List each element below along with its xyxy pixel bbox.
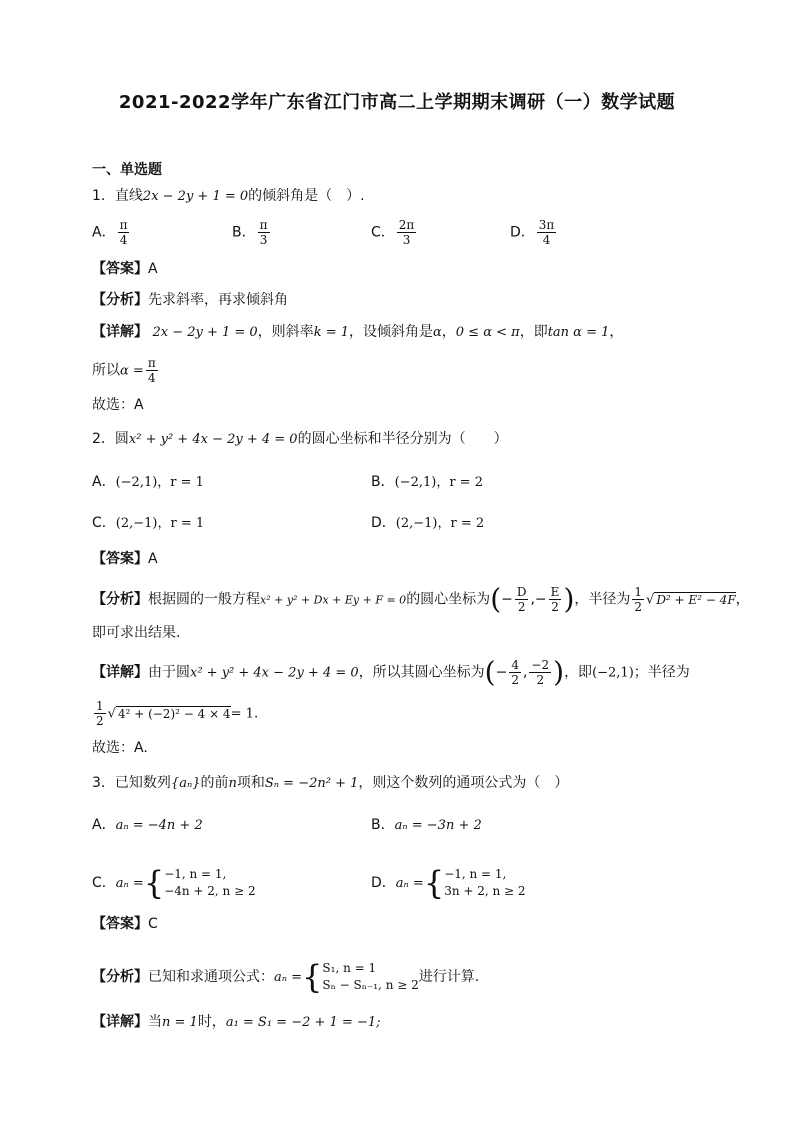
fraction: $\frac{-2}{2}$	[531, 658, 550, 687]
q3-stem: 3．已知数列{aₙ}的前n项和Sₙ = −2n² + 1，则这个数列的通项公式为（ ）	[92, 775, 569, 791]
q3-option-a: A．aₙ = −4n + 2	[92, 817, 203, 833]
q1-analysis: 【分析】先求斜率，再求倾斜角	[92, 292, 288, 308]
fraction: $\frac{E}{2}$	[550, 585, 560, 614]
q1-answer: 【答案】A	[92, 261, 158, 277]
q2-stem: 2．圆x² + y² + 4x − 2y + 4 = 0的圆心坐标和半径分别为（ ）	[92, 431, 508, 447]
q1-option-c: C． $\frac{2\pi}{3}$	[371, 218, 415, 247]
q1-option-d: D． $\frac{3\pi}{4}$	[510, 218, 555, 247]
q2-option-a: A．(−2,1)，r = 1	[92, 474, 204, 490]
q1-choose: 故选：A	[92, 397, 144, 413]
fraction: $\frac{2\pi}{3}$	[398, 218, 415, 247]
q3-analysis: 【分析】已知和求通项公式：aₙ ={ S₁, n = 1 Sₙ − Sₙ₋₁, n ≥ 2 进行计算.	[92, 958, 480, 996]
q2-option-d: D．(2,−1)，r = 2	[371, 515, 485, 531]
fraction: $\frac{4}{2}$	[511, 658, 519, 687]
fraction: $\frac{\pi}{3}$	[259, 218, 268, 247]
fraction: $\frac{D}{2}$	[516, 585, 527, 614]
q1-option-a: A． $\frac{\pi}{4}$	[92, 218, 128, 247]
q2-answer: 【答案】A	[92, 551, 158, 567]
q2-detail: 【详解】由于圆x² + y² + 4x − 2y + 4 = 0，所以其圆心坐标为(− $\frac{4}{2}$ , $\frac{-2}{2}$ )，即(−2,1)；半径为	[92, 655, 690, 689]
q3-answer: 【答案】C	[92, 916, 158, 932]
q3-detail: 【详解】当n = 1时，a₁ = S₁ = −2 + 1 = −1;	[92, 1014, 381, 1030]
q3-option-b: B．aₙ = −3n + 2	[371, 817, 482, 833]
q2-analysis-cont: 即可求出结果.	[92, 625, 181, 641]
section-heading: 一、单选题	[92, 162, 162, 178]
q2-detail-radius: $\frac{1}{2}$ √ 4² + (−2)² − 4 × 4= 1.	[96, 699, 259, 728]
q1-option-b: B． $\frac{\pi}{3}$	[232, 218, 268, 247]
q1-detail: 【详解】 2x − 2y + 1 = 0，则斜率k = 1，设倾斜角是α，0 ≤ α < π，即tan α = 1，	[92, 324, 624, 340]
q2-option-b: B．(−2,1)，r = 2	[371, 474, 483, 490]
q1-stem: 1．直线2x − 2y + 1 = 0的倾斜角是（ ）.	[92, 188, 365, 204]
fraction: $\frac{1}{2}$	[96, 699, 104, 728]
q2-choose: 故选：A.	[92, 740, 148, 756]
q2-option-c: C．(2,−1)，r = 1	[92, 515, 205, 531]
q2-analysis: 【分析】根据圆的一般方程x² + y² + Dx + Ey + F = 0的圆心坐标为(− $\frac{D}{2}$ ,− $\frac{E}{2}$ )，半径为 $\frac{1}{2}$ √ D² + E² − 4F，	[92, 582, 750, 616]
fraction: $\frac{1}{2}$	[634, 585, 643, 614]
fraction: $\frac{\pi}{4}$	[147, 356, 156, 385]
q3-option-c: C．aₙ ={ −1, n = 1, −4n + 2, n ≥ 2	[92, 864, 256, 902]
fraction: $\frac{3\pi}{4}$	[538, 218, 555, 247]
q3-option-d: D．aₙ ={ −1, n = 1, 3n + 2, n ≥ 2	[371, 864, 526, 902]
q1-conclusion: 所以α = $\frac{\pi}{4}$	[92, 356, 156, 385]
page-title: 2021-2022学年广东省江门市高二上学期期末调研（一）数学试题	[118, 92, 676, 113]
fraction: $\frac{\pi}{4}$	[119, 218, 128, 247]
